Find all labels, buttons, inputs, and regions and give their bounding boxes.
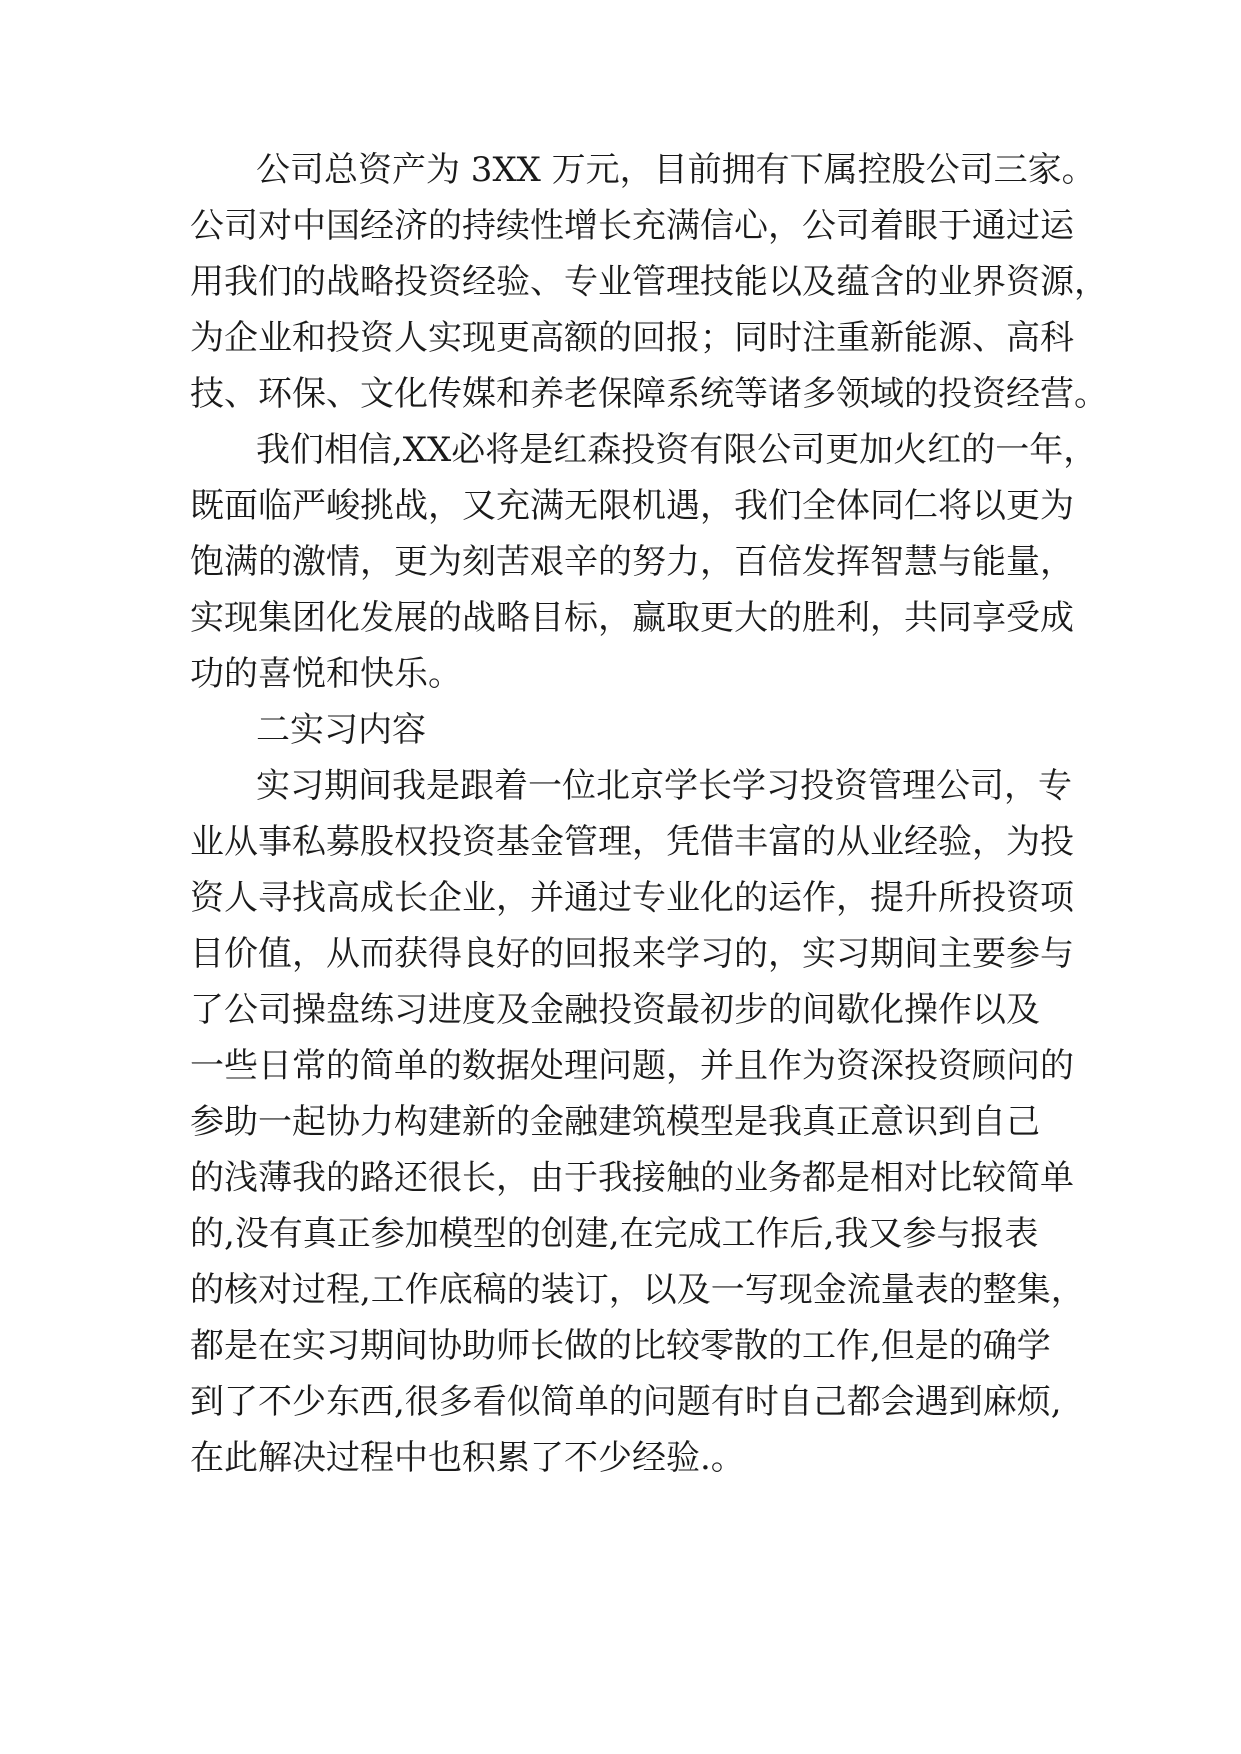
paragraph-line: 公司总资产为 3XX 万元，目前拥有下属控股公司三家。 [256, 150, 1096, 190]
paragraph-line: 一些日常的简单的数据处理问题，并且作为资深投资顾问的 [190, 1046, 1074, 1086]
paragraph-line: 业从事私募股权投资基金管理，凭借丰富的从业经验，为投 [190, 822, 1074, 862]
paragraph-line: 功的喜悦和快乐。 [190, 654, 462, 694]
paragraph-line: 饱满的激情，更为刻苦艰辛的努力，百倍发挥智慧与能量， [190, 542, 1074, 582]
paragraph-line: 的浅薄我的路还很长，由于我接触的业务都是相对比较简单 [190, 1158, 1074, 1198]
paragraph-line: 参助一起协力构建新的金融建筑模型是我真正意识到自己 [190, 1102, 1040, 1142]
paragraph-line: 实习期间我是跟着一位北京学长学习投资管理公司，专 [256, 766, 1072, 806]
paragraph-line: 用我们的战略投资经验、专业管理技能以及蕴含的业界资源， [190, 262, 1108, 302]
paragraph-line: 资人寻找高成长企业，并通过专业化的运作，提升所投资项 [190, 878, 1074, 918]
paragraph-line: 实现集团化发展的战略目标，赢取更大的胜利，共同享受成 [190, 598, 1074, 638]
paragraph-line: 为企业和投资人实现更高额的回报；同时注重新能源、高科 [190, 318, 1074, 358]
paragraph-line: 都是在实习期间协助师长做的比较零散的工作,但是的确学 [190, 1326, 1051, 1366]
paragraph-line: 了公司操盘练习进度及金融投资最初步的间歇化操作以及 [190, 990, 1040, 1030]
paragraph-line: 技、环保、文化传媒和养老保障系统等诸多领域的投资经营。 [190, 374, 1108, 414]
paragraph-line: 的核对过程,工作底稿的装订，以及一写现金流量表的整集， [190, 1270, 1085, 1310]
paragraph-line: 到了不少东西,很多看似简单的问题有时自己都会遇到麻烦, [190, 1382, 1062, 1422]
paragraph-line: 在此解决过程中也积累了不少经验.。 [190, 1438, 745, 1478]
paragraph-line: 公司对中国经济的持续性增长充满信心，公司着眼于通过运 [190, 206, 1074, 246]
section-heading: 二实习内容 [256, 710, 426, 750]
paragraph-line: 目价值，从而获得良好的回报来学习的，实习期间主要参与 [190, 934, 1074, 974]
paragraph-line: 既面临严峻挑战，又充满无限机遇，我们全体同仁将以更为 [190, 486, 1074, 526]
paragraph-line: 我们相信,XX必将是红森投资有限公司更加火红的一年， [256, 430, 1098, 470]
paragraph-line: 的,没有真正参加模型的创建,在完成工作后,我又参与报表 [190, 1214, 1039, 1254]
